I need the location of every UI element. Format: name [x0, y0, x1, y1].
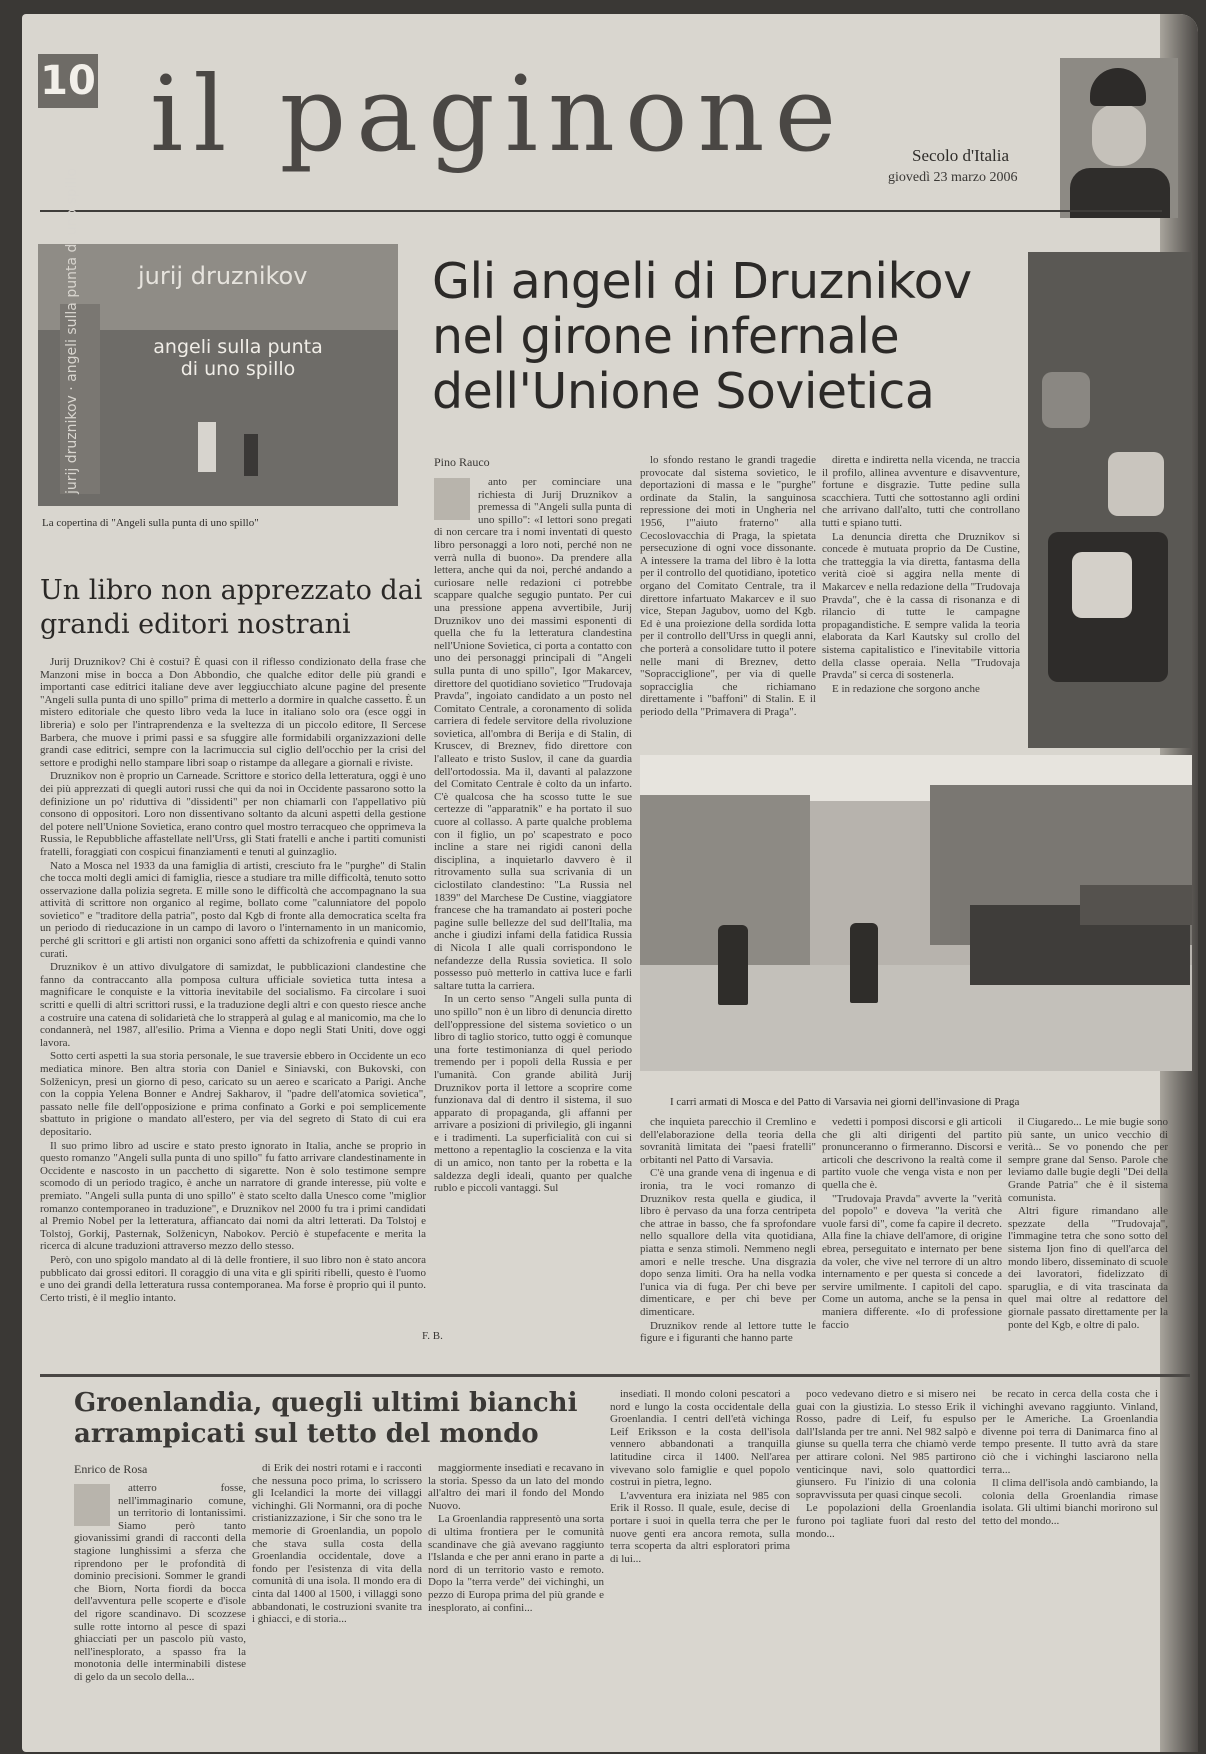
paragraph: vedetti i pomposi discorsi e gli articoli che gli alti dirigenti del partito pronunceranno o firmeranno. Discorsi e articoli che descrivono la realtà come il partito vuole che venga vista e non per quella che è. — [822, 1116, 1002, 1191]
portrait-face — [1092, 104, 1146, 166]
photo-person — [850, 923, 878, 1003]
paragraph: Druznikov è un attivo divulgatore di samizdat, le pubblicazioni clandestine che fanno da contraccanto alla pomposa cultura ufficiale sovietica tutta intesa a magnificare le conquiste e la vittoria inevitabile del socialismo. Fa circolare i suoi scritti e quelli di altri scrittori russi, e la traduzione degli altri e con questo riesce anche a costruire una catena di solidarietà che lo strapperà al gulag e al manicomio, ma che lo condannerà, nel 1987, all'esilio. Prima a Vienna e dopo negli Stati Uniti, dove oggi lavora. — [40, 961, 426, 1049]
street-photo-caption: I carri armati di Mosca e del Patto di Varsavia nei giorni dell'invasione di Praga — [670, 1096, 1020, 1108]
bottom-column-4 — [610, 1388, 790, 1744]
bottom-column-2 — [252, 1462, 422, 1744]
paragraph: Nato a Mosca nel 1933 da una famiglia di artisti, cresciuto fra le "purghe" di Stalin che tocca molti degli amici di famiglia, riesce a studiare tra mille difficoltà, tenuto sotto osservazione dalla polizia segreta. E mille sono le difficoltà che accompagnano la sua attività di scrittore non organico al regime, bollato come "calunniatore del popolo sovietico" e "traditore della patria", posto dal Kgb di fronte alla democratica scelta fra un periodo di rieducazione in un campo di lavoro o l'internamento in un manicomio, perché gli scrittori e gli artisti non organici sono affetti da schizofrenia e quindi vanno curati. — [40, 859, 426, 960]
cover-title: angeli sulla punta di uno spillo — [153, 336, 323, 380]
paragraph: di Erik dei nostri rotami e i racconti che nessuna poco prima, lo scrissero gli Icelandici la morte dei villaggi vichinghi. Gli Normanni, ora di poche cristianizzazione, i Sir che sono tra le memorie di Groenlandia, un popolo che stava sulla costa della Groenlandia occidentale, dove a fondo per l'esistenza di vita della comunità di una isola. Il mondo era di cinta dal 1400 al 1500, i villaggi sono abbandonati, le costruzioni svanite tra i ghiacci, e di storia... — [252, 1462, 422, 1626]
paragraph: diretta e indiretta nella vicenda, ne traccia il profilo, allinea avventure e disavventure, fortune e disgrazie. Tutte pedine sulla scacchiera. Tutti che sottostanno agli ordini che arrivano dall'alto, tutti che controllano tutti e spiano tutti. — [822, 454, 1020, 529]
article-column-b2 — [640, 1116, 816, 1345]
publication-name: Secolo d'Italia — [912, 146, 1010, 165]
bottom-article-title: Groenlandia, quegli ultimi bianchi arrampicati sul tetto del mondo — [74, 1388, 578, 1449]
book-cover-image — [38, 168, 398, 506]
photo-person — [1072, 552, 1132, 618]
sidebar-signature: F. B. — [422, 1330, 443, 1342]
congress-photo — [1028, 252, 1192, 748]
paragraph: Sotto certi aspetti la sua storia personale, le sue traversie ebbero in Occidente un eco mediatica minore. Ben altra storia con Daniel e Siniavski, con Bukovski, con Solženicyn, presi un giorno di peso, caricato su un aereo e scaricato a Parigi. Anche con la coppia Yelena Bonner e Andrej Sakharov, il "padre dell'atomica sovietica", passato nelle file dell'opposizione e prima confinato a Gorki e poi semplicemente sbattuto in prigione o mandato all'estero, per via del segreto di Stato di cui era depositario. — [40, 1050, 426, 1138]
paragraph: "Trudovaja Pravda" avverte la "verità del popolo" e doveva "la verità che vuole farsi di", come fa capire il decreto. Alla fine la chiave dell'amore, di origine ebrea, perseguitato e internato per bene da voler, che vive nel terrore di un altro internamento e per questa si concede a servire umilmente. I capitoli del capo. Come un automa, anche se la pensa in maniera differente. «Io di professione faccio — [822, 1192, 1002, 1331]
paragraph: be recato in cerca della costa che i vichinghi avevano raggiunto. Vinland, per le Americhe. La Groenlandia divenne poi terra di Danimarca fino al tempo presente. Il tutto avrà da stare ciò che i vichinghi lasciarono nella terra... — [982, 1388, 1158, 1476]
newspaper-page — [22, 14, 1198, 1752]
bottom-column-5 — [796, 1388, 976, 1744]
masthead-portrait-photo — [1060, 58, 1178, 218]
drop-cap — [74, 1484, 110, 1526]
paragraph: La Groenlandia rappresentò una sorta di ultima frontiera per le comunità scandinave che già avevano raggiunto l'Islanda e che per anni erano in parte a nord di un territorio vasto e remoto. Dopo la "terra verde" dei vichinghi, un pezzo di Europa prima del più grande e inesplorato, ai confini... — [428, 1513, 604, 1614]
street-invasion-photo — [640, 755, 1192, 1071]
cover-figure — [198, 422, 216, 472]
masthead-rule — [40, 210, 1162, 212]
article-column-b3 — [822, 1116, 1002, 1334]
article-headline: Gli angeli di Druznikov nel girone infernale dell'Unione Sovietica — [432, 253, 972, 420]
article-column-2 — [640, 454, 816, 750]
paragraph: il Ciugaredo... Le mie bugie sono più sante, un unico vecchio di verità... Se vo ponendo che per sempre grane dal Senso. Parole che leviamo dalle bugie degli "Dei della Grande Patria" che è il sistema comunista. — [1008, 1116, 1168, 1204]
paragraph: In un certo senso "Angeli sulla punta di uno spillo" non è un libro di denuncia diretto dell'oppressione del sistema sovietico o un libro di taglio storico, tutto oggi è comunque una forte testimonianza di quel periodo tremendo per i popoli della Russia e per l'umanità. Con grande abilità Jurij Druznikov porta il lettore a scoprire come funzionava dal di dentro il sistema, il suo apparato di propaganda, gli affanni per arrivare a posizioni di privilegio, gli inganni e i tradimenti. La superficialità con cui si mettono a repentaglio la coscienza e la vita di un amico, non tanto per la robetta e la saldezza degli ideali, quanto per qualche rublo e piccoli vantaggi. Sul — [434, 993, 632, 1195]
article-column-b4 — [1008, 1116, 1168, 1334]
photo-tank — [1080, 885, 1192, 925]
paragraph: C'è una grande vena di ingenua e di ironia, tra le voci romanzo di Druznikov resta quella e giudica, il libro è pervaso da una forza centripeta che attrae in basso, che fa sprofondare nello squallore della vita quotidiana, piatta e senza stimoli. Nemmeno negli amori e nelle tresche. Una disgrazia dopo senza limiti. Ora ha nella vodka l'unica via di fuga. Per chi beve per dimenticare, e per chi beve per dimenticare. — [640, 1167, 816, 1318]
publication-date: giovedì 23 marzo 2006 — [888, 170, 1018, 185]
paragraph: insediati. Il mondo coloni pescatori a nord e lungo la costa occidentale della Groenlandia. I centri dell'età vichinga Leif Eriksson e la costa dell'isola vennero abbandonati a tranquilla latitudine circa il 1400. Nell'area vivevano solo famiglie e quel popolo costruì in pietra, legno. — [610, 1388, 790, 1489]
paragraph: Il clima dell'isola andò cambiando, la colonia della Groenlandia rimase isolata. Gli ultimi bianchi morirono sul tetto del mondo... — [982, 1477, 1158, 1527]
page-number: 10 — [38, 54, 98, 108]
paragraph: Altri figure rimandano alle spezzate della "Trudovaja", l'immagine tetra che sono sotto del sistema Ijon fino di quell'arca del mondo libero, disseminato di scuole dei lavoratori, fidelizzato di sparuglia, e di vita trascinata da quel mai oltre al redattore del giornale passato direttamente per la ponte del Kgb, e oltre di palo. — [1008, 1205, 1168, 1331]
cover-author: jurij druznikov — [138, 262, 308, 290]
bottom-article-byline: Enrico de Rosa — [74, 1462, 148, 1476]
paragraph: atterro fosse, nell'immaginario comune, un territorio di lontanissimi. Siamo però tanto giovanissimi grandi di racconti della stagione lunghissimi a sferza che riprendono per le profondità di dominio precisioni. Sommer le grandi che Biorn, Norta fiordi da bocca dell'avventura pelle scoperte e d'isole del rigore scandinavo. Di scozzese sulle rotte intorno al pesce di spazi ghiacciati per un pascolo più vasto, nell'inesplorato, a spasso fra la monotonia delle interminabili distese di gelo da un secolo della... — [74, 1482, 246, 1683]
paragraph: maggiormente insediati e recavano in la storia. Spesso da un lato del mondo all'altro dei mari il fondo del Mondo Nuovo. — [428, 1462, 604, 1512]
cover-figure — [244, 434, 258, 476]
paragraph: E in redazione che sorgono anche — [832, 682, 980, 695]
photo-person — [1042, 372, 1090, 428]
paragraph: Druznikov non è proprio un Carneade. Scrittore e storico della letteratura, oggi è uno dei più apprezzati di quegli autori russi che qui da noi in Occidente passarono sotto la definizione un po' riduttiva di "dissidenti" per non chiamarli con l'appellativo più consono di oppositori. Loro non dissentivano soltanto da alcuni aspetti della gestione del potere nell'Unione Sovietica, erano contro quel mostro terracqueo che opprimeva la Russia, le Repubbliche affastellate nell'Urss, gli Stati fratelli e anche i partiti comunisti fratelli, foraggiati con cospicui finanziamenti e tenuti al guinzaglio. — [40, 770, 426, 858]
sidebar-text — [40, 656, 426, 1324]
portrait-hat — [1090, 68, 1146, 106]
photo-person — [718, 925, 748, 1005]
bottom-column-1 — [74, 1482, 246, 1744]
drop-cap — [434, 478, 470, 520]
cover-caption: La copertina di "Angeli sulla punta di uno spillo" — [42, 517, 259, 529]
paragraph: L'avventura era iniziata nel 985 con Erik il Rosso. Il quale, esule, decise di portare i suoi in quella terra che per le nuove genti era ancora remota, sulla terra scoperta da altri esploratori prima di lui... — [610, 1489, 790, 1565]
section-title: il paginone — [150, 53, 847, 175]
paragraph: poco vedevano dietro e si misero nei guai con la giustizia. Lo stesso Erik il Rosso, padre di Leif, fu espulso dall'Islanda per tre anni. Nel 982 salpò e giunse su quella terra che chiamò verde per attirare coloni. Nel 985 partirono venticinque navi, solo quattordici giunsero. Fu l'inizio di una colonia sopravvissuta per quasi cinque secoli. — [796, 1388, 976, 1501]
paragraph: Jurij Druznikov? Chi è costui? È quasi con il riflesso condizionato della frase che Manzoni mise in bocca a Don Abbondio, che qualche editor delle più grandi e importanti case editrici italiane deve aver leggiucchiato alcune pagine del presente "Angeli sulla punta di uno spillo" prima di metterlo a dormire in qualche cassetto. È un mistero editoriale che questo libro veda la luce in italiano solo ora (esce oggi in libreria) e solo per l'intraprendenza e la sveltezza di un piccolo editore, Il Sercese Barbera, che muove i primi passi e sa sfuggire alle formidabili organizzazioni delle grandi case editrici, sempre con la lacrimuccia sul ciglio dell'occhio per la crisi del settore e prodighi nello stampare libri soap o ristampe da allegare a giornali e riviste. — [40, 656, 426, 769]
paragraph: La denuncia diretta che Druznikov si concede è mutuata proprio da De Custine, che tratteggia la via diretta, fantasma della verità cioè si aggira nella mente di Makarcev e nella redazione della "Trudovaja Pravda", che è la cassa di risonanza e di rilancio di tutte le campagne propagandistiche. E sempre valida la teoria elaborata da Karl Kautsky sul crollo del sistema capitalistico e l'inevitabile vittoria della classe operaia. Nella "Trudovaja Pravda" si cerca di sostenerla. — [822, 530, 1020, 682]
photo-person — [1108, 452, 1164, 516]
article-column-1 — [434, 476, 632, 1334]
paragraph: lo sfondo restano le grandi tragedie provocate dal sistema sovietico, le deportazioni di massa e le "purghe" ordinate da Stalin, la sanguinosa repressione dei moti in Ungheria nel 1956, l'"aiuto fraterno" alla Cecoslovacchia di Praga, la spietata persecuzione di ogni voce dissonante. A intessere la trama del libro è la lotta per il controllo del quotidiano, ipotetico organo del Comitato Centrale, tra il direttore infartuato Makarcev e il suo vice, Stepan Jagubov, uomo del Kgb. Ed è una proiezione della sordida lotta per il controllo dell'Urss in quegli anni, che porterà a consolidare tutto il potere nelle mani di Breznev, detto "Sopracciglione", per via di quelle sopracciglia che richiamano direttamente i "baffoni" di Stalin. E il periodo della "Primavera di Praga". — [640, 454, 816, 718]
article-column-3 — [822, 454, 1020, 750]
article-byline: Pino Rauco — [434, 455, 490, 469]
paragraph: Il suo primo libro ad uscire e stato presto ignorato in Italia, anche se proprio in questo romanzo "Angeli sulla punta di uno spillo" fu fatto arrivare clandestinamente in Occidente e nascosto in un pacchetto di sigarette. Non è solo testimone sempre scomodo di un periodo tragico, è anche un narratore di grande interesse, più volte e premiato. "Angeli sulla punta di uno spillo" è stato scelto dalla Unesco come "miglior romanzo contemporaneo in traduzione", e Druznikov nel 2000 fu tra i primi candidati al Premio Nobel per la letteratura, affiancato dai nomi da altri letterati. Da Tolstoj e Tolstoj, Gorkij, Pasternak, Solženicyn, Nabokov. Perciò è stupefacente e merita la ricerca di alcune traduzioni attraverso mezzo dello stesso. — [40, 1139, 426, 1253]
section-divider — [40, 1374, 1190, 1377]
cover-spine-text: jurij druznikov · angeli sulla punta di uno spillo — [64, 168, 80, 494]
paragraph: Le popolazioni della Groenlandia furono poi tagliate fuori dal resto del mondo... — [796, 1502, 976, 1540]
bottom-column-6 — [982, 1388, 1158, 1744]
sidebar-title: Un libro non apprezzato dai grandi editori nostrani — [40, 575, 423, 640]
paragraph: Però, con uno spigolo mandato al di là delle frontiere, il suo libro non è stato ancora pubblicato dai grossi editori. Il coraggio di una vita e gli spiriti ribelli, questo è l'uomo e uno dei grandi della letteratura russa contemporanea. Ma forse è proprio qui il punto. Certo tristi, è il meglio intanto. — [40, 1253, 426, 1304]
paragraph: Druznikov rende al lettore tutte le figure e i figuranti che hanno parte — [640, 1319, 816, 1345]
bottom-column-3 — [428, 1462, 604, 1744]
paragraph: anto per cominciare una richiesta di Jurij Druznikov a premessa di "Angeli sulla punta di uno spillo": «I lettori sono pregati di non cercare tra i nomi inventati di questo libro personaggi a loro noti, perché non ne verrà nulla di buono». Da prendere alla lettera, anche qui da noi, perché andando a curiosare nelle redazioni ci potrebbe scappare qualche segugio puntato. Per cui una pressione appena avvertibile, Jurij Druznikov uno dei massimi esponenti di quella che fu la letteratura clandestina nell'Unione Sovietica, ci porta a contatto con uno dei personaggi principali di "Angeli sulla punta di uno spillo", Igor Makarcev, direttore del quotidiano sovietico "Trudovaja Pravda", ingoiato candidato a un posto nel Comitato Centrale, a coronamento di solida carriera di fedele servitore della rivoluzione sovietica, all'ombra di Berija e di Stalin, di Kruscev, di Breznev, fido direttore con l'alleato e tristo Suslov, il cane da guardia dell'ortodossia. Ma il, davanti al palazzone del Comitato Centrale è colto da un infarto. C'è qualcosa che ha scosso tutte le sue certezze di "apparatnik" e ha portato il suo cuore al collasso. A parte qualche problema con il figlio, un po' scapestrato e poco incline a stare nei rigidi canoni della disciplina, a inquietarlo davvero è il ritrovamento sulla sua scrivania di un ciclostilato clandestino: "La Russia nel 1839" del Marchese De Custine, viaggiatore francese che ha tramandato ai posteri poche pagine sulle bellezze del sud dell'Italia, ma anche i giudizi infami della fatidica Russia di Nicola I alle quali corrispondono le nefandezze della Russia sovietica. Il solo possesso può metterlo in cattiva luce e farli saltare tutta la carriera. — [434, 476, 632, 992]
paragraph: che inquieta parecchio il Cremlino e dell'elaborazione della teoria della sovranità limitata dei "paesi fratelli" orbitanti nel Patto di Varsavia. — [640, 1116, 816, 1166]
